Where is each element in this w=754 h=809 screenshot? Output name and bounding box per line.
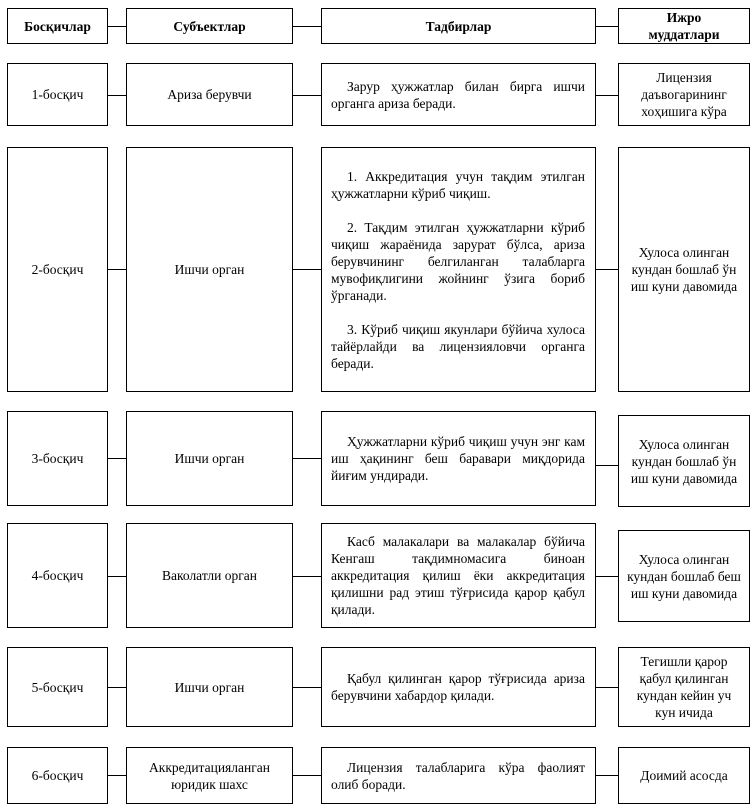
header-subjects-label: Субъектлар [173, 18, 246, 34]
header-subjects [126, 8, 293, 44]
actions-cell [321, 647, 596, 727]
connector [596, 95, 618, 96]
connector [293, 687, 321, 688]
deadline-label: Хулоса олинган кундан бошлаб ўн иш куни давомида [630, 436, 738, 486]
subject-label: Ишчи орган [174, 262, 245, 277]
action-text: 2. Тақдим этилган ҳужжатларни кўриб чиқиш жараёнида зарурат бўлса, ариза берувчининг белгиланган талабларга мувофиқлигини жойнинг ўзига бориб ўрганади. [331, 219, 585, 303]
connector [596, 465, 618, 466]
header-actions [321, 8, 596, 44]
connector [108, 95, 126, 96]
subject-cell [126, 747, 293, 804]
actions-cell [321, 411, 596, 506]
stage-label: 6-босқич [31, 768, 84, 783]
deadline-label: Тегишли қарор қабул қилинган кундан кейин уч кун ичида [636, 654, 732, 720]
connector [596, 26, 618, 27]
deadline-cell [618, 530, 750, 622]
stage-label: 3-босқич [31, 451, 84, 466]
action-text: Ҳужжатларни кўриб чиқиш учун энг кам иш ҳақининг беш баравари миқдорида йиғим ундиради. [331, 434, 585, 483]
deadline-cell [618, 747, 750, 804]
connector [108, 775, 126, 776]
subject-label: Ишчи орган [174, 451, 245, 466]
header-stages [7, 8, 108, 44]
actions-cell [321, 523, 596, 628]
stage-cell [7, 523, 108, 628]
action-text: 1. Аккредитация учун тақдим этилган ҳужжатларни кўриб чиқиш. [331, 168, 585, 201]
subject-cell [126, 411, 293, 506]
deadline-cell [618, 415, 750, 507]
connector [108, 687, 126, 688]
actions-cell [321, 63, 596, 126]
subject-cell [126, 647, 293, 727]
actions-cell [321, 147, 596, 392]
subject-label: Аккредитацияланган юридик шахс [149, 759, 270, 792]
connector [293, 458, 321, 459]
stage-cell [7, 63, 108, 126]
action-text: Қабул қилинган қарор тўғрисида ариза берувчини хабардор қилади. [331, 671, 585, 703]
subject-label: Ваколатли орган [162, 568, 257, 583]
stage-cell [7, 647, 108, 727]
subject-cell [126, 147, 293, 392]
connector [293, 269, 321, 270]
action-text: Касб малакалари ва малакалар бўйича Кенгаш тақдимномасига биноан аккредитация қилиш ёки аккредитация қилишни рад этиш тўғрисида қарор қабул қилади. [331, 534, 585, 617]
header-stages-label: Босқичлар [24, 18, 91, 34]
connector [108, 26, 126, 27]
connector [108, 576, 126, 577]
deadline-label: Лицензия даъвогарининг хоҳишига кўра [641, 70, 727, 119]
action-text: 3. Кўриб чиқиш якунлари бўйича хулоса тайёрлайди ва лицензияловчи органга беради. [331, 321, 585, 371]
stage-cell [7, 147, 108, 392]
deadline-cell [618, 63, 750, 126]
connector [108, 458, 126, 459]
stage-cell [7, 411, 108, 506]
connector [108, 269, 126, 270]
connector [596, 775, 618, 776]
subject-cell [126, 63, 293, 126]
connector [293, 775, 321, 776]
header-deadlines-label: Ижро муддатлари [648, 10, 720, 42]
connector [596, 269, 618, 270]
deadline-label: Хулоса олинган кундан бошлаб ўн иш куни давомида [630, 245, 738, 294]
deadline-label: Доимий асосда [640, 768, 728, 783]
stage-label: 4-босқич [31, 568, 84, 583]
connector [293, 95, 321, 96]
subject-label: Ариза берувчи [167, 87, 252, 102]
subject-cell [126, 523, 293, 628]
connector [596, 576, 618, 577]
stage-label: 5-босқич [31, 679, 84, 695]
connector [293, 26, 321, 27]
action-text: Зарур ҳужжатлар билан бирга ишчи органга ариза беради. [331, 78, 585, 111]
stage-label: 1-босқич [31, 87, 84, 102]
deadline-label: Хулоса олинган кундан бошлаб беш иш куни давомида [627, 551, 741, 601]
deadline-cell [618, 147, 750, 392]
header-actions-label: Тадбирлар [425, 18, 492, 34]
subject-label: Ишчи орган [174, 679, 245, 695]
deadline-cell [618, 647, 750, 727]
actions-cell [321, 747, 596, 804]
connector [596, 687, 618, 688]
connector [293, 576, 321, 577]
header-deadlines [618, 8, 750, 44]
stage-cell [7, 747, 108, 804]
action-text: Лицензия талабларига кўра фаолият олиб боради. [331, 759, 585, 792]
stage-label: 2-босқич [31, 262, 84, 277]
